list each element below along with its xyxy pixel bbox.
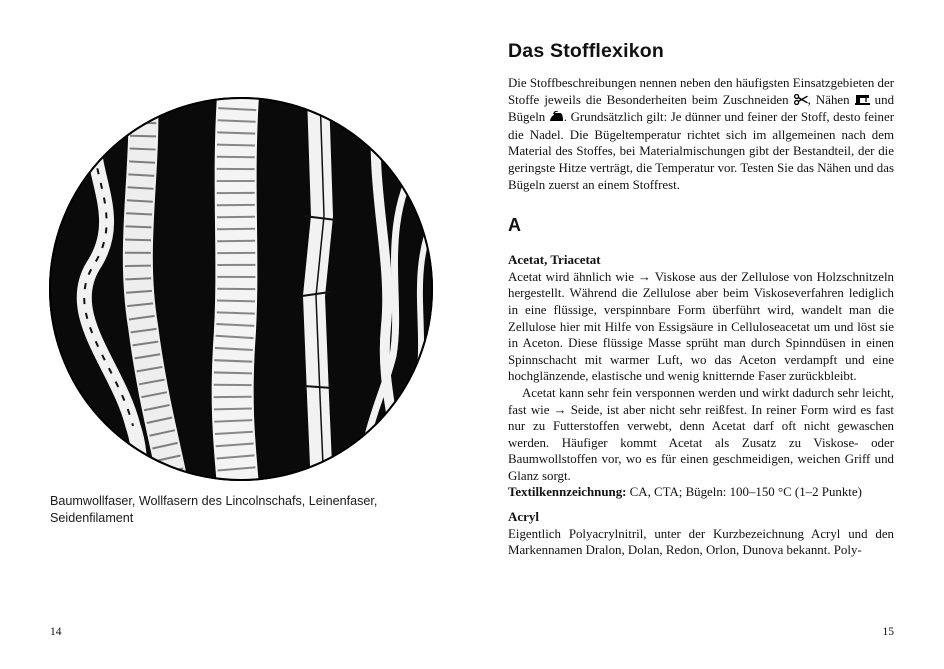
page-number-right: 15 — [882, 626, 894, 638]
page-title: Das Stofflexikon — [508, 40, 664, 62]
intro-paragraph — [508, 75, 894, 193]
fiber-microscope-illustration — [48, 96, 434, 482]
figure-caption: Baumwollfaser, Wollfasern des Lincolnschafs, Leinenfaser, Seidenfilament — [50, 494, 378, 526]
scissors-icon — [794, 93, 808, 110]
textile-label: Textilkennzeichnung: — [508, 485, 627, 500]
entry-heading: Acetat, Triacetat — [508, 252, 601, 268]
intro-text-4: . Grundsätzlich gilt: Je dünner und feiner der Stoff, desto feiner die Nadel. Die Bügeltemperatur richtet sich im allgemeinen nach dem Material des Stoffes, bei Materialmischungen gibt der Bestandteil, der die geringste Hitze verträgt, die Temperatur vor. Testen Sie das Nähen und das Bügeln zuerst an einem Stoffrest. — [508, 110, 894, 192]
text-column — [508, 40, 894, 559]
entry-paragraph: Eigentlich Polyacrylnitril, unter der Kurzbezeichnung Acryl und den Markennamen Dralon, Dolan, Redon, Orlon, Dunova bekannt. Poly- — [508, 526, 894, 558]
intro-text-1: Die Stoffbeschreibungen nennen neben den häufigsten Einsatzgebieten der Stoffe jeweils die Besonderheiten beim Zuschneiden — [508, 76, 894, 107]
sewing-machine-icon — [855, 93, 870, 110]
entry-heading: Acryl — [508, 509, 540, 525]
intro-text-2: , Nähen — [807, 92, 855, 107]
entry-paragraph: Acetat kann sehr fein versponnen werden und wirkt dadurch sehr leicht, fast wie → Seide, ist aber nicht sehr reißfest. In reiner Form wird es fast nur zu Futterstoffen verwebt, denn Acetat darf oft nicht gewaschen werden. Häufiger kommt Acetat als Zusatz zu Viskose- oder Baumwollstoffen vor, wo es für einen geschmeidigen, weichen Griff und Glanz sorgt. — [508, 385, 894, 483]
textile-label-line — [508, 484, 894, 501]
entry-paragraph: Acetat wird ähnlich wie → Viskose aus der Zellulose von Holzschnitzeln hergestellt. Während die Zellulose aber beim Viskoseverfahren lediglich in eine flüssige, verspinnbare Form überführt wird, wandelt man die Zellulose hier mit Hilfe von Essigsäure in Celluloseacetat um und löst sie in Aceton. Diese flüssige Masse sprüht man durch Spinndüsen in einen Spinnschacht mit warmer Luft, wo das Aceton verdampft und eine hochglänzende, elastische und wenig knitternde Faser zurückbleibt. — [508, 269, 894, 384]
section-letter: A — [508, 215, 521, 236]
page-number-left: 14 — [50, 626, 62, 638]
right-page — [472, 0, 944, 669]
textile-label-value: CA, CTA; Bügeln: 100–150 °C (1–2 Punkte) — [626, 485, 862, 500]
iron-icon — [549, 110, 564, 127]
intro-text-3: und Bügeln — [508, 92, 895, 125]
